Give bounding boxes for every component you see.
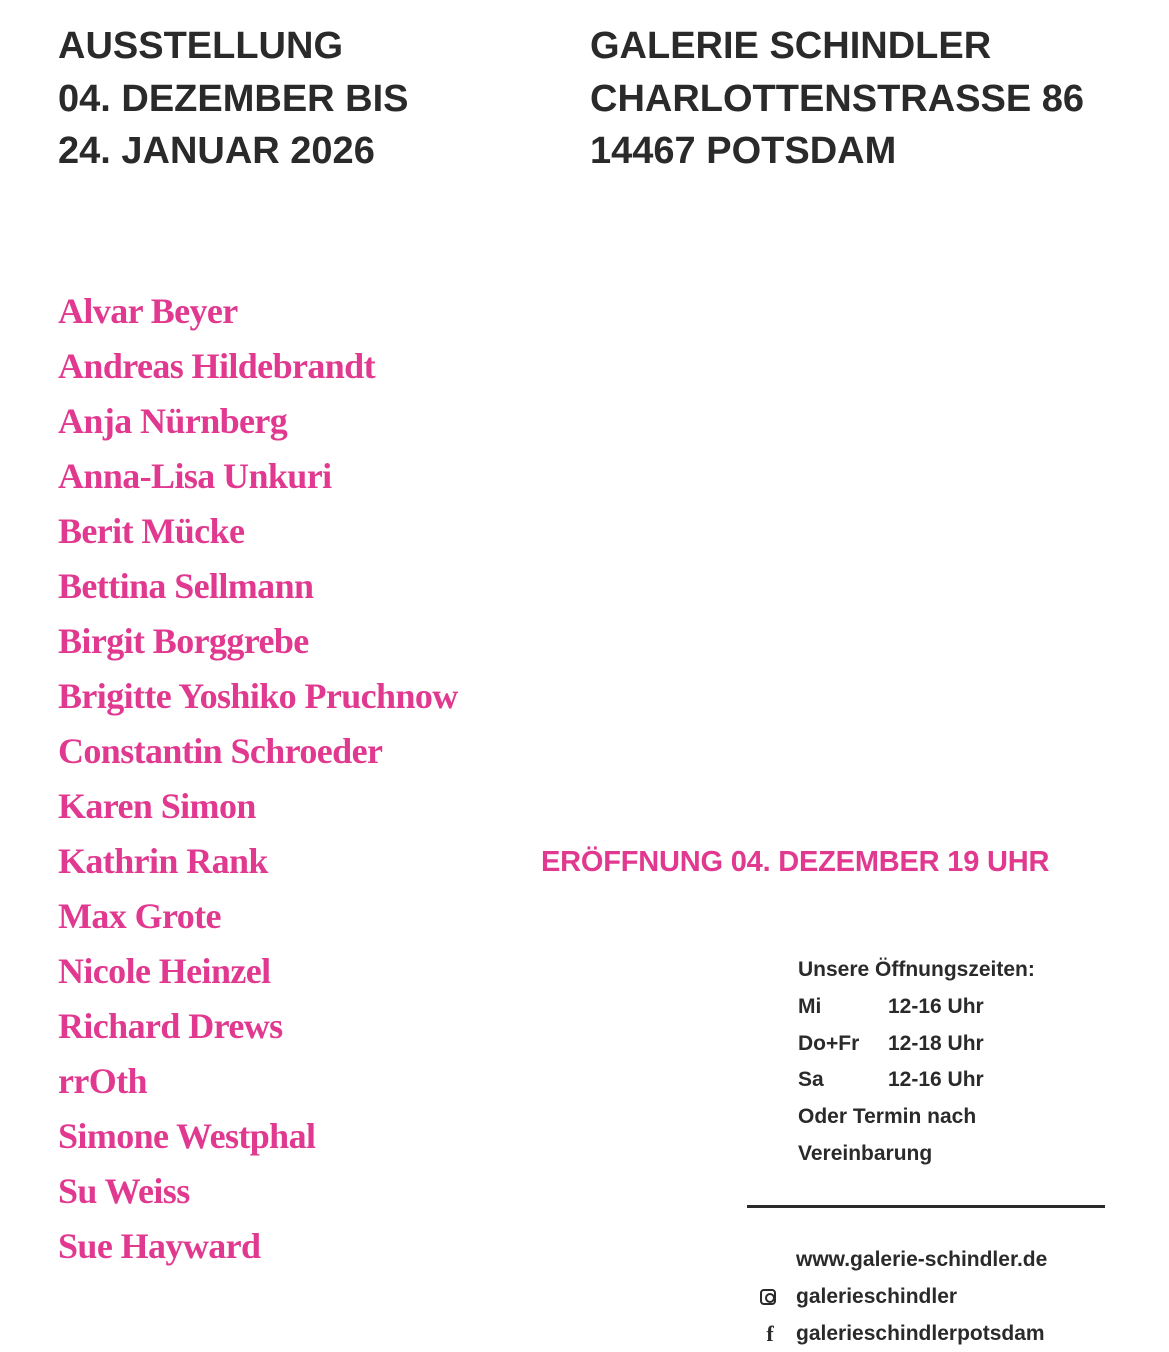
hours-day: Sa xyxy=(798,1068,824,1092)
website-url[interactable]: www.galerie-schindler.de xyxy=(796,1248,1048,1271)
divider xyxy=(747,1205,1105,1208)
hours-time: 12-18 Uhr xyxy=(888,1031,984,1055)
artist-name: Max Grote xyxy=(58,896,221,936)
artist-name: Richard Drews xyxy=(58,1006,283,1046)
artist-list xyxy=(58,284,458,1274)
hours-note: Vereinbarung xyxy=(798,1141,933,1165)
artist-name: Constantin Schroeder xyxy=(58,731,383,771)
hours-title: Unsere Öffnungszeiten: xyxy=(798,958,1035,981)
artist-name: Bettina Sellmann xyxy=(58,566,314,606)
gallery-name: GALERIE SCHINDLER xyxy=(590,25,992,67)
instagram-link[interactable] xyxy=(760,1278,1047,1315)
gallery-street: CHARLOTTENSTRASSE 86 xyxy=(590,77,1085,120)
hours-row xyxy=(798,1026,1035,1063)
artist-name: Simone Westphal xyxy=(58,1116,316,1156)
gallery-city: 14467 POTSDAM xyxy=(590,130,897,172)
artist-name: Nicole Heinzel xyxy=(58,951,271,991)
facebook-icon: f xyxy=(766,1320,774,1346)
instagram-handle[interactable]: galerieschindler xyxy=(796,1285,958,1308)
artist-name: Andreas Hildebrandt xyxy=(58,346,375,386)
facebook-link[interactable] xyxy=(760,1315,1047,1352)
hours-day: Mi xyxy=(798,994,822,1018)
artist-name: Anja Nürnberg xyxy=(58,401,288,441)
hours-row xyxy=(798,1062,1035,1099)
instagram-icon xyxy=(760,1289,776,1305)
hours-time: 12-16 Uhr xyxy=(888,1068,984,1092)
artist-name: rrOth xyxy=(58,1061,147,1101)
artist-name: Brigitte Yoshiko Pruchnow xyxy=(58,676,458,716)
artist-name: Anna-Lisa Unkuri xyxy=(58,456,332,496)
exhibition-end: 24. JANUAR 2026 xyxy=(58,130,375,172)
artist-name: Su Weiss xyxy=(58,1171,190,1211)
artist-name: Birgit Borggrebe xyxy=(58,621,309,661)
hours-day: Do+Fr xyxy=(798,1031,860,1055)
facebook-handle[interactable]: galerieschindlerpotsdam xyxy=(796,1322,1045,1345)
artist-name: Alvar Beyer xyxy=(58,291,238,331)
exhibition-start: 04. DEZEMBER BIS xyxy=(58,77,409,120)
opening-announcement: ERÖFFNUNG 04. DEZEMBER 19 UHR xyxy=(541,846,1050,878)
contact-links xyxy=(760,1241,1047,1352)
gallery-address xyxy=(590,20,1084,178)
artist-name: Berit Mücke xyxy=(58,511,245,551)
artist-name: Sue Hayward xyxy=(58,1226,261,1266)
website-link[interactable] xyxy=(760,1241,1047,1278)
exhibition-dates xyxy=(58,20,409,178)
hours-row xyxy=(798,989,1035,1026)
artist-name: Karen Simon xyxy=(58,786,256,826)
exhibition-label: AUSSTELLUNG xyxy=(58,25,343,67)
opening-hours xyxy=(798,952,1035,1173)
artist-name: Kathrin Rank xyxy=(58,841,268,881)
hours-note: Oder Termin nach xyxy=(798,1105,977,1129)
hours-time: 12-16 Uhr xyxy=(888,994,984,1018)
